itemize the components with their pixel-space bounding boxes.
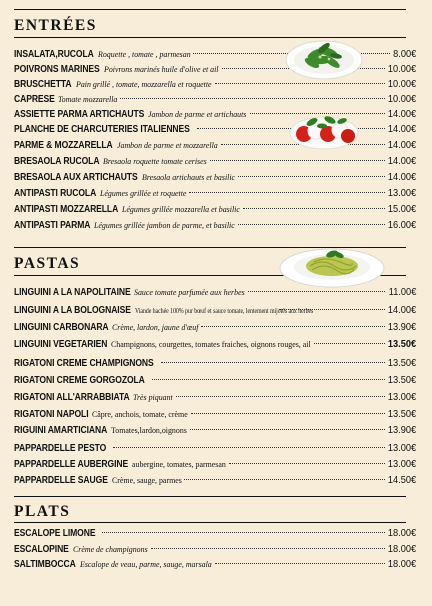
dot-leader xyxy=(215,82,385,84)
item-description: Champignons, courgettes, tomates fraiches, oignons rouges, ail xyxy=(111,339,312,349)
dot-leader xyxy=(210,159,385,161)
menu-item xyxy=(14,171,416,186)
section-title-pastas: PASTAS xyxy=(14,255,81,272)
dot-leader xyxy=(238,175,385,177)
dot-leader xyxy=(243,207,384,209)
item-name: INSALATA,RUCOLA xyxy=(14,49,94,60)
item-description: Crème de champignons xyxy=(73,544,148,554)
item-description: Jambon de parme et artichauts xyxy=(148,109,247,119)
rocket-salad-photo xyxy=(284,34,364,82)
item-price: 18.00€ xyxy=(387,527,416,539)
dot-leader xyxy=(238,223,385,225)
dot-leader xyxy=(190,428,384,430)
dot-leader xyxy=(152,378,385,380)
section-title-entrees: ENTRÉES xyxy=(14,17,97,34)
menu-item xyxy=(14,474,416,489)
item-description: Jambon de parme et mozzarella xyxy=(117,140,218,150)
item-price: 13.90€ xyxy=(387,321,416,333)
item-price: 14.00€ xyxy=(387,155,416,167)
item-name: RIGATONI NAPOLI xyxy=(14,409,89,420)
item-name: SALTIMBOCCA xyxy=(14,559,76,570)
menu-item xyxy=(14,187,416,202)
item-description: Escalope de veau, parme, sauge, marsala xyxy=(80,559,212,569)
item-description: Tomates,lardon,oignons xyxy=(111,425,187,435)
caprese-photo xyxy=(286,106,362,152)
dot-leader xyxy=(314,342,384,344)
menu-item xyxy=(14,155,416,170)
item-name: ANTIPASTI RUCOLA xyxy=(14,188,97,199)
item-price: 13.90€ xyxy=(387,424,416,436)
item-description: Câpre, anchois, tomate, crème xyxy=(92,409,188,419)
item-price: 15.00€ xyxy=(387,203,416,215)
menu-item xyxy=(14,424,416,439)
dot-leader xyxy=(102,531,384,533)
dot-leader xyxy=(176,395,384,397)
item-description: Légumes grillée jambon de parme, et basilic xyxy=(94,220,236,230)
menu-item xyxy=(14,374,416,389)
section-rule-top xyxy=(14,496,406,497)
item-description: Légumes grillée mozzarella et basilic xyxy=(122,204,241,214)
item-price: 10.00€ xyxy=(387,93,416,105)
item-name: ESCALOPE LIMONE xyxy=(14,528,96,539)
menu-item xyxy=(14,286,416,301)
item-description: Roquette , tomate , parmesan xyxy=(97,49,191,59)
item-name: PAPPARDELLE AUBERGINE xyxy=(14,459,129,470)
menu-item xyxy=(14,442,416,457)
item-price: 14.00€ xyxy=(387,139,416,151)
dot-leader xyxy=(184,478,384,480)
item-name: PLANCHE DE CHARCUTERIES ITALIENNES xyxy=(14,124,190,135)
item-description: Pain grillé , tomate, mozzarella et roquette xyxy=(75,79,212,89)
item-description: aubergine, tomates, parmesan xyxy=(131,459,226,469)
dot-leader xyxy=(248,290,385,292)
item-name: ANTIPASTI MOZZARELLA xyxy=(14,204,119,215)
item-description: Tomate mozzarella xyxy=(58,94,118,104)
item-description: Sauce tomate parfumée aux herbes xyxy=(134,287,246,297)
menu-item xyxy=(14,357,416,372)
item-name: PARME & MOZZARELLA xyxy=(14,140,113,151)
menu-item xyxy=(14,558,416,573)
item-price: 13.50€ xyxy=(387,374,416,386)
menu-item xyxy=(14,543,416,558)
item-name: LINGUINI A LA BOLOGNAISE xyxy=(14,305,131,316)
menu-item xyxy=(14,408,416,423)
item-name: RIGATONI CREME CHAMPIGNONS xyxy=(14,358,154,369)
menu-item xyxy=(14,304,416,319)
item-description: Très piquant xyxy=(133,392,174,402)
item-price: 13.50€ xyxy=(387,338,416,350)
item-price: 10.00€ xyxy=(387,63,416,75)
item-name: PAPPARDELLE PESTO xyxy=(14,443,107,454)
item-description: Bresaola artichauts et basilic xyxy=(141,172,235,182)
menu-item xyxy=(14,338,416,353)
item-price: 14.50€ xyxy=(387,474,416,486)
item-price: 16.00€ xyxy=(387,219,416,231)
item-price: 11.00€ xyxy=(388,286,416,298)
pesto-pasta-photo xyxy=(278,244,386,288)
dot-leader xyxy=(113,446,385,448)
item-name: ANTIPASTI PARMA xyxy=(14,220,91,231)
item-price: 8.00€ xyxy=(392,48,416,60)
item-description: Légumes grillée et roquette xyxy=(100,188,187,198)
item-price: 13.50€ xyxy=(387,357,416,369)
item-name: ESCALOPINE xyxy=(14,544,69,555)
item-description: Viande hachée 100% pur bœuf et sauce tomate, lentement mijotés aux herbes xyxy=(134,306,314,315)
item-price: 14.00€ xyxy=(387,171,416,183)
item-name: PAPPARDELLE SAUGE xyxy=(14,475,108,486)
menu-item xyxy=(14,219,416,234)
item-name: LINGUINI VEGETARIEN xyxy=(14,339,108,350)
item-name: RIGATONI ALL'ARRABBIATA xyxy=(14,392,130,403)
dot-leader xyxy=(215,562,385,564)
item-description: Crème, lardon, jaune d'œuf xyxy=(112,322,199,332)
section-title-plats: PLATS xyxy=(14,503,71,520)
item-price: 13.00€ xyxy=(387,187,416,199)
menu-item xyxy=(14,391,416,406)
item-price: 18.00€ xyxy=(387,558,416,570)
item-name: RIGATONI CREME GORGOZOLA xyxy=(14,375,145,386)
dot-leader xyxy=(189,191,384,193)
item-price: 14.00€ xyxy=(387,123,416,135)
item-description: Poivrons marinés huile d'olive et ail xyxy=(103,64,219,74)
item-price: 13.50€ xyxy=(387,408,416,420)
item-name: BRUSCHETTA xyxy=(14,79,72,90)
menu-item xyxy=(14,321,416,336)
dot-leader xyxy=(120,97,384,99)
section-rule-top xyxy=(14,9,406,10)
section-rule-bottom xyxy=(14,522,406,523)
dot-leader xyxy=(279,308,385,310)
item-description: Bresaola roquette tomate cerises xyxy=(103,156,207,166)
item-name: CAPRESE xyxy=(14,94,55,105)
item-name: RIGUINI AMARTICIANA xyxy=(14,425,108,436)
item-price: 14.00€ xyxy=(387,304,416,316)
item-price: 10.00€ xyxy=(387,78,416,90)
dot-leader xyxy=(229,462,385,464)
item-price: 13.00€ xyxy=(387,391,416,403)
menu-item xyxy=(14,527,416,542)
item-description: Crème, sauge, parmes xyxy=(111,475,182,485)
item-price: 13.00€ xyxy=(387,458,416,470)
item-price: 18.00€ xyxy=(387,543,416,555)
item-name: LINGUINI CARBONARA xyxy=(14,322,109,333)
item-name: LINGUINI A LA NAPOLITAINE xyxy=(14,287,131,298)
item-name: ASSIETTE PARMA ARTICHAUTS xyxy=(14,109,145,120)
dot-leader xyxy=(151,547,385,549)
dot-leader xyxy=(161,361,385,363)
dot-leader xyxy=(201,325,384,327)
item-name: BRESAOLA RUCOLA xyxy=(14,156,100,167)
item-name: BRESAOLA AUX ARTICHAUTS xyxy=(14,172,138,183)
item-name: POIVRONS MARINES xyxy=(14,64,100,75)
menu-item xyxy=(14,203,416,218)
item-price: 14.00€ xyxy=(387,108,416,120)
menu-item xyxy=(14,458,416,473)
dot-leader xyxy=(191,412,385,414)
item-price: 13.00€ xyxy=(387,442,416,454)
